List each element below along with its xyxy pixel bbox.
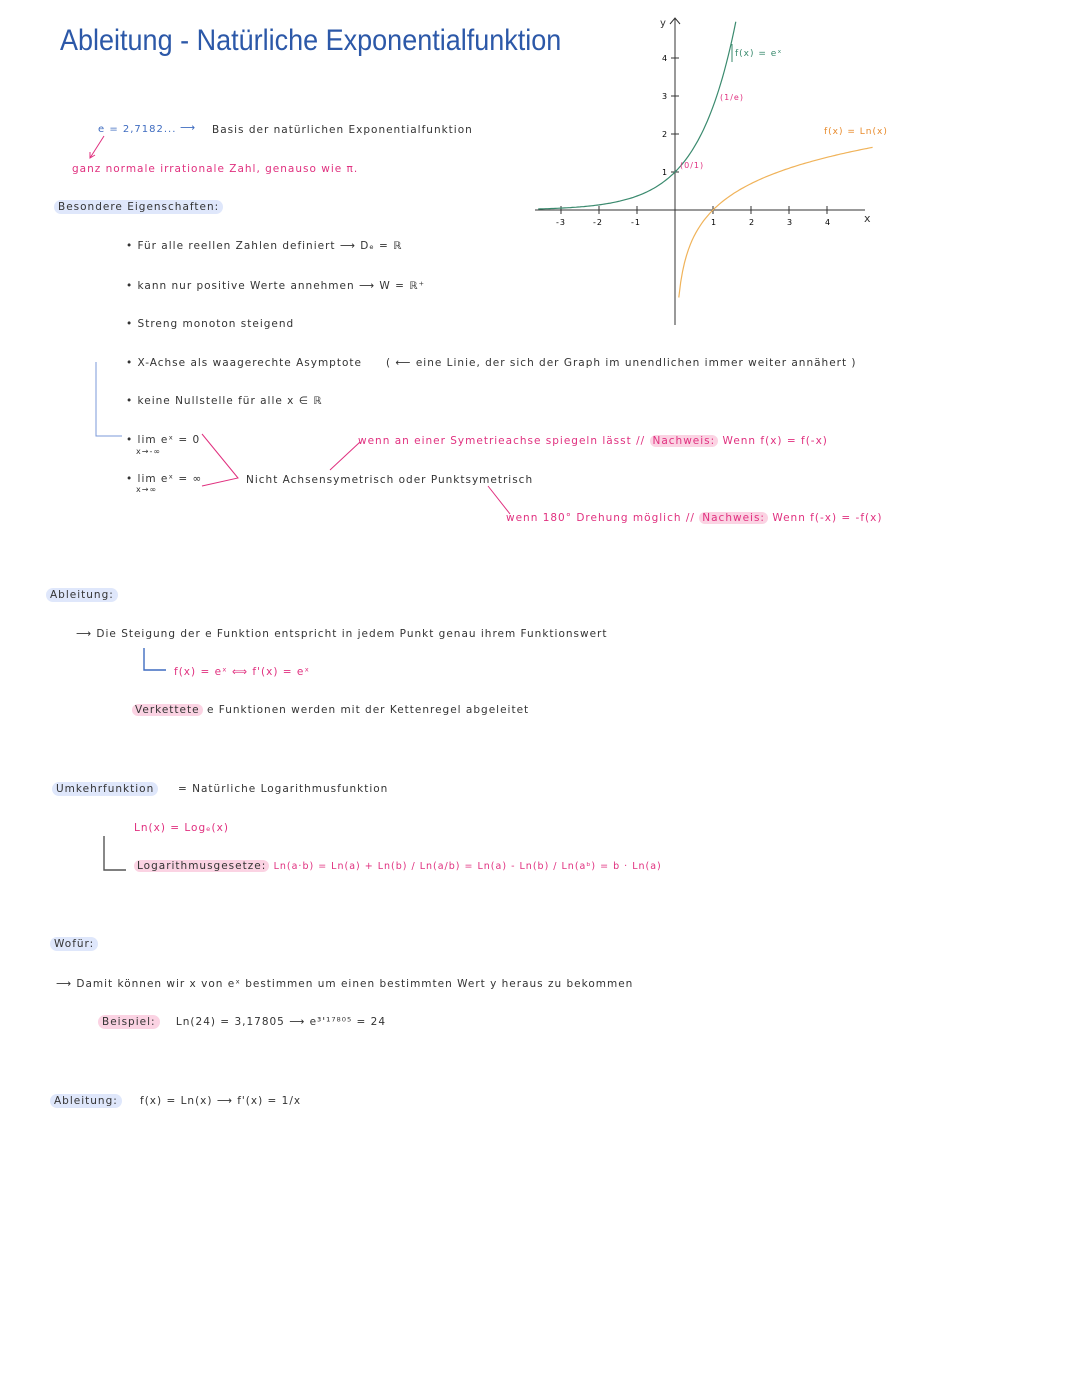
- log-laws-label: Logarithmusgesetze:: [134, 860, 269, 872]
- exp-curve-label: f(x) = eˣ: [735, 49, 783, 59]
- ln-curve: [679, 147, 873, 297]
- property-positive: • kann nur positive Werte annehmen ⟶ W = ℝ⁺: [126, 280, 426, 292]
- x-tick-label: -3: [556, 218, 566, 227]
- point-exp-label: (1/e): [720, 93, 744, 102]
- example-text: Ln(24) = 3,17805 ⟶ e³'¹⁷⁸⁰⁵ = 24: [175, 1016, 387, 1028]
- limit-plus-infinity: • lim eˣ = ∞: [126, 473, 203, 485]
- e-value: e = 2,7182...: [98, 124, 177, 135]
- log-laws-text: Ln(a·b) = Ln(a) + Ln(b) / Ln(a/b) = Ln(a) - Ln(b) / Ln(aᵇ) = b · Ln(a): [273, 861, 662, 872]
- inverse-equals: = Natürliche Logarithmusfunktion: [178, 783, 389, 795]
- properties-heading: Besondere Eigenschaften:: [54, 200, 223, 214]
- y-tick-label: 3: [662, 92, 669, 101]
- asymptote-note: ( ⟵ eine Linie, der sich der Graph im unendlichen immer weiter annähert ): [386, 357, 857, 369]
- x-tick-label: 4: [825, 218, 832, 227]
- derivative-heading: Ableitung:: [46, 588, 118, 602]
- point-01-label: (0/1): [680, 161, 705, 170]
- axis-symmetry-note: wenn an einer Symetrieachse spiegeln lässt // Nachweis: Wenn f(x) = f(-x): [358, 435, 828, 447]
- y-tick-label: 1: [662, 168, 669, 177]
- y-axis-label: y: [660, 18, 667, 29]
- point-proof-label: Nachweis:: [699, 512, 768, 524]
- limit-minus-infinity: • lim eˣ = 0: [126, 434, 201, 446]
- point-symmetry-note: wenn 180° Drehung möglich // Nachweis: Wenn f(-x) = -f(x): [506, 512, 883, 524]
- derivative-formula: f(x) = eˣ ⟺ f'(x) = eˣ: [174, 666, 311, 678]
- exp-curve: [538, 22, 736, 209]
- ln-derivative-heading: Ableitung:: [50, 1094, 122, 1108]
- inverse-heading: Umkehrfunktion: [52, 782, 158, 796]
- y-tick-label: 4: [662, 54, 669, 63]
- basis-text: Basis der natürlichen Exponentialfunktion: [212, 124, 473, 136]
- property-no-zero: • keine Nullstelle für alle x ∈ ℝ: [126, 395, 323, 407]
- x-ticks: [556, 206, 831, 227]
- brace-connector: [200, 430, 252, 490]
- property-asymptote: • X-Achse als waagerechte Asymptote: [126, 357, 362, 369]
- corner-arrow-icon: [140, 646, 170, 676]
- limit-sub-minus: x→-∞: [136, 447, 161, 456]
- example-label: Beispiel:: [98, 1015, 160, 1029]
- x-tick-label: -1: [631, 218, 641, 227]
- symmetry-text: Nicht Achsensymetrisch oder Punktsymetrisch: [246, 474, 534, 486]
- y-ticks: [662, 54, 679, 177]
- log-laws: [134, 860, 662, 872]
- usage-statement: ⟶ Damit können wir x von eˣ bestimmen um einen bestimmten Wert y heraus zu bekommen: [56, 978, 634, 990]
- x-axis-label: x: [864, 212, 872, 225]
- example-row: [98, 1016, 386, 1028]
- property-defined: • Für alle reellen Zahlen definiert ⟶ Dₑ = ℝ: [126, 240, 403, 252]
- x-tick-label: -2: [593, 218, 603, 227]
- irrational-text: ganz normale irrationale Zahl, genauso wie π.: [72, 163, 359, 175]
- chain-rule-note: Verkettete e Funktionen werden mit der Kettenregel abgeleitet: [132, 704, 529, 716]
- page-title: Ableitung - Natürliche Exponentialfunktion: [60, 24, 562, 57]
- bracket-connector: [92, 360, 132, 442]
- y-tick-label: 2: [662, 130, 669, 139]
- ln-definition: Ln(x) = Logₑ(x): [134, 822, 229, 834]
- ln-curve-label: f(x) = Ln(x): [824, 127, 888, 137]
- ln-derivative-formula: f(x) = Ln(x) ⟶ f'(x) = 1/x: [140, 1095, 302, 1107]
- limit-sub-plus: x→∞: [136, 485, 158, 494]
- chain-prefix: Verkettete: [132, 704, 203, 716]
- x-tick-label: 3: [787, 218, 794, 227]
- arrow-icon: ⟶: [180, 122, 197, 134]
- function-graph: [530, 10, 910, 330]
- x-tick-label: 2: [749, 218, 756, 227]
- pointer-arrow-icon: [80, 134, 120, 164]
- property-monotone: • Streng monoton steigend: [126, 318, 295, 330]
- usage-heading: Wofür:: [50, 937, 98, 951]
- x-tick-label: 1: [711, 218, 718, 227]
- corner-arrow-icon: [100, 834, 130, 874]
- axis-proof-label: Nachweis:: [650, 435, 719, 447]
- derivative-statement: ⟶ Die Steigung der e Funktion entspricht in jedem Punkt genau ihrem Funktionswert: [76, 628, 608, 640]
